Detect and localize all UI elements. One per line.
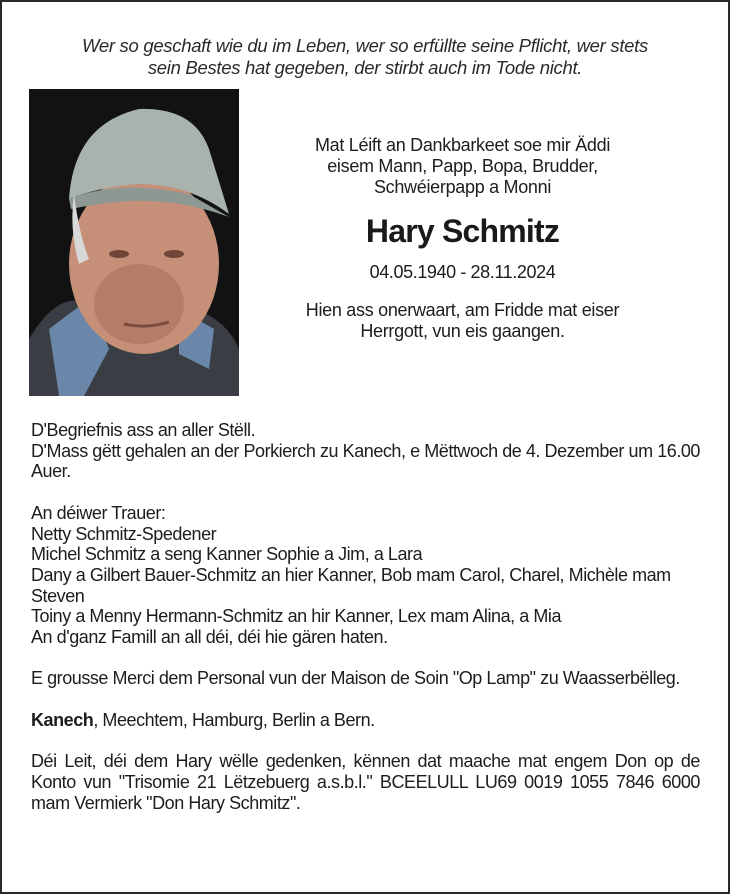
intro-line: Schwéierpapp a Monni: [373, 177, 552, 197]
donation-text: Déi Leit, déi dem Hary wëlle gedenken, kënnen dat maache mat engem Don op de Konto vun "Trisomie 21 Lëtzebuerg a.s.b.l." BCEELULL LU69 0019 1055 7846 6000 mam Vermierk "Don Hary Schmitz".: [31, 751, 700, 813]
funeral-line: D'Mass gëtt gehalen an der Porkierch zu Kanech, e Mëttwoch de 4. Dezember um 16.00 Auer.: [31, 440, 700, 482]
intro-text: [285, 135, 640, 198]
passing-text: [285, 300, 640, 342]
places-rest: , Meechtem, Hamburg, Berlin a Bern.: [93, 709, 375, 730]
intro-line: Mat Léift an Dankbarkeet soe mir Äddi: [314, 135, 611, 155]
mourner-entry: Toiny a Menny Hermann-Schmitz an hir Kanner, Lex mam Alina, a Mia: [31, 606, 561, 627]
passing-line: Hien ass onerwaart, am Fridde mat eiser: [305, 300, 620, 320]
motto-verse: [20, 35, 710, 79]
passing-line: Herrgott, vun eis gaangen.: [360, 321, 565, 341]
places-bold: Kanech: [31, 709, 94, 730]
mourner-entry: Dany a Gilbert Bauer-Schmitz an hier Kanner, Bob mam Carol, Charel, Michèle mam Steven: [31, 564, 671, 606]
motto-line: sein Bestes hat gegeben, der stirbt auch im Tode nicht.: [147, 57, 583, 78]
mourner-entry: An d'ganz Famill an all déi, déi hie gären haten.: [31, 627, 388, 648]
notice-body: [31, 420, 700, 834]
thanks-text: E grousse Merci dem Personal vun der Maison de Soin "Op Lamp" zu Waasserbëlleg.: [31, 668, 680, 689]
mourner-entry: Michel Schmitz a seng Kanner Sophie a Jim, a Lara: [31, 544, 423, 565]
portrait-photo: [29, 89, 239, 396]
intro-line: eisem Mann, Papp, Bopa, Brudder,: [327, 156, 598, 176]
mourner-entry: Netty Schmitz-Spedener: [31, 523, 217, 544]
mourners-heading: An déiwer Trauer:: [31, 502, 166, 523]
mourners-list: [31, 503, 700, 648]
funeral-line: D'Begriefnis ass an aller Stëll.: [31, 420, 256, 440]
deceased-name: Hary Schmitz: [365, 213, 560, 249]
places-line: [31, 710, 700, 731]
funeral-info: [31, 420, 700, 482]
motto-line: Wer so geschaft wie du im Leben, wer so erfüllte seine Pflicht, wer stets: [82, 35, 648, 56]
life-dates: 04.05.1940 - 28.11.2024: [369, 262, 556, 282]
